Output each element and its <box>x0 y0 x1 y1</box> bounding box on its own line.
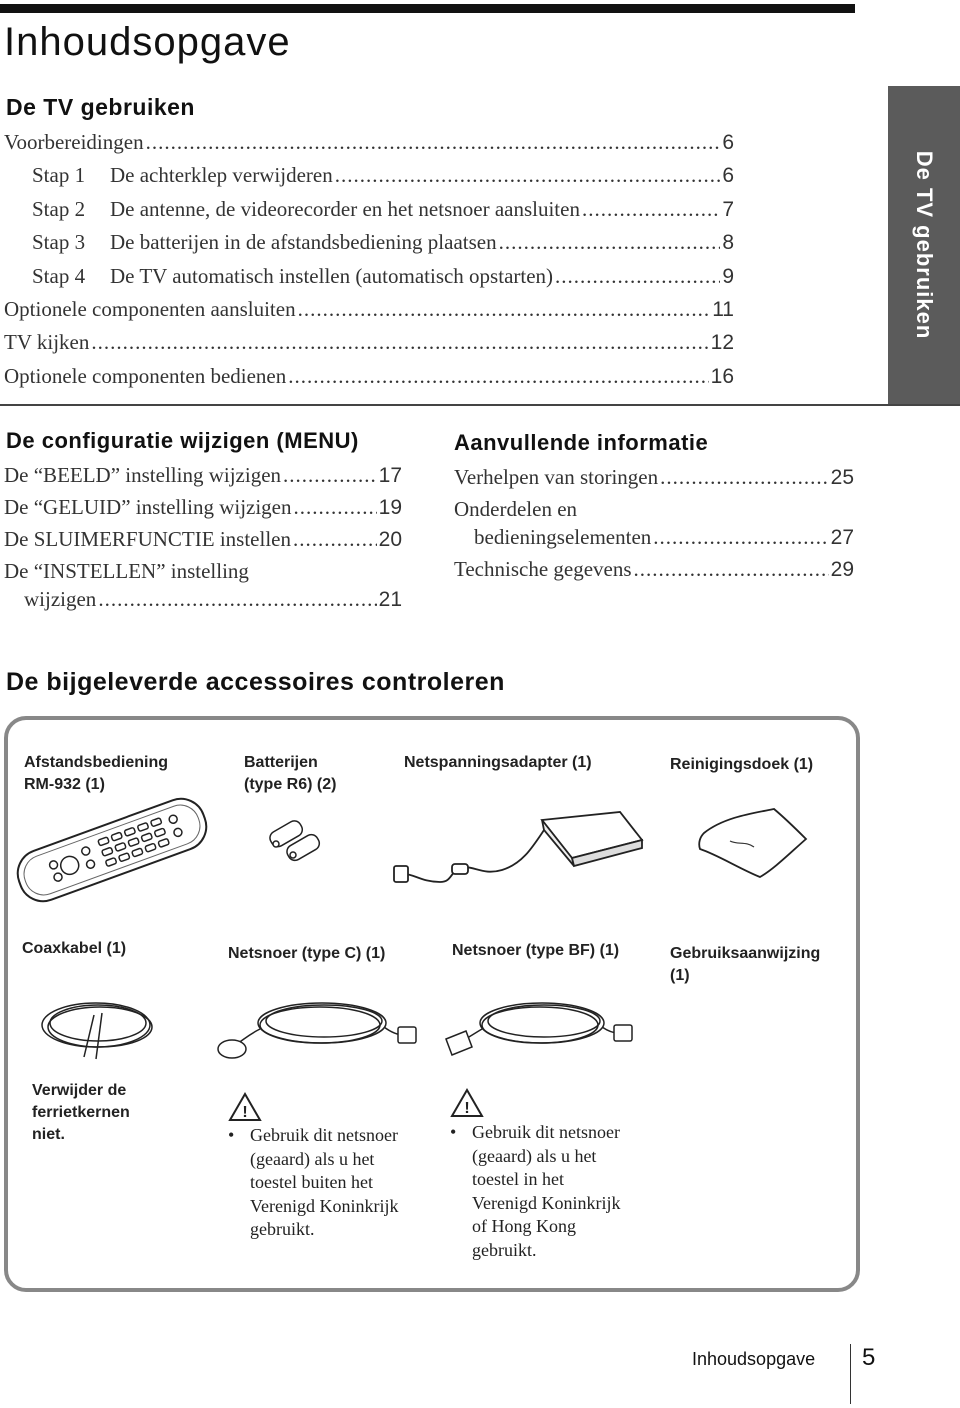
label-cord-bf: Netsnoer (type BF) (1) <box>452 942 620 959</box>
label-remote: Afstandsbediening RM-932 (1) <box>24 754 169 793</box>
svg-text:!: ! <box>464 1100 470 1117</box>
power-cord-c-image <box>212 995 422 1065</box>
label-adapter: Netspanningsadapter (1) <box>404 754 592 771</box>
remote-control-image <box>12 780 222 910</box>
toc-entry[interactable]: Stap 2 De antenne, de videorecorder en het netsnoer aansluiten ..... 7 <box>32 197 734 222</box>
toc-entry[interactable]: Technische gegevens ..... 29 <box>454 557 854 582</box>
toc-entry[interactable]: bedieningselementen ..... 27 <box>474 525 854 550</box>
top-rule <box>0 4 855 13</box>
section-title-extra: Aanvullende informatie <box>454 430 709 455</box>
toc-entry[interactable]: Stap 1 De achterklep verwijderen ..... 6 <box>32 163 734 188</box>
side-rule <box>0 404 960 406</box>
warning-icon <box>450 1088 484 1118</box>
coax-cable-image <box>36 995 166 1065</box>
toc-entry[interactable]: Verhelpen van storingen ..... 25 <box>454 465 854 490</box>
side-tab: De TV gebruiken <box>888 86 960 404</box>
note-cord-bf: • Gebruik dit netsnoer (geaard) als u het toestel in het Verenigd Koninkrijk of Hong Kong gebruikt. <box>450 1122 621 1260</box>
page-number: 5 <box>862 1344 876 1371</box>
toc-entry[interactable]: Stap 4 De TV automatisch instellen (automatisch opstarten) ..... 9 <box>32 264 734 289</box>
power-cord-bf-image <box>438 995 638 1065</box>
toc-entry[interactable]: De “BEELD” instelling wijzigen ..... 17 <box>4 463 402 488</box>
toc-entry[interactable]: TV kijken ..... 12 <box>4 330 734 355</box>
section-title-menu: De configuratie wijzigen (MENU) <box>6 428 359 453</box>
toc-entry[interactable]: wijzigen ..... 21 <box>24 587 402 612</box>
toc-entry: Onderdelen en <box>454 497 578 521</box>
label-coax: Coaxkabel (1) <box>22 940 127 957</box>
label-cloth: Reinigingsdoek (1) <box>670 756 814 773</box>
footer-label: Inhoudsopgave <box>692 1349 816 1369</box>
adapter-image <box>392 790 652 900</box>
section-title-tv: De TV gebruiken <box>6 94 195 120</box>
toc-entry[interactable]: De “GELUID” instelling wijzigen ..... 19 <box>4 495 402 520</box>
batteries-image <box>268 815 338 870</box>
toc-entry[interactable]: Optionele componenten bedienen ..... 16 <box>4 364 734 389</box>
warning-icon <box>228 1092 262 1122</box>
label-manual: Gebruiksaanwijzing (1) <box>670 945 821 984</box>
section-title-accessories: De bijgeleverde accessoires controleren <box>6 668 505 696</box>
page-title: Inhoudsopgave <box>4 20 291 64</box>
label-batteries: Batterijen (type R6) (2) <box>244 754 337 793</box>
note-cord-c: • Gebruik dit netsnoer (geaard) als u het toestel buiten het Verenigd Koninkrijk gebruikt. <box>228 1125 399 1239</box>
svg-text:!: ! <box>242 1104 248 1121</box>
toc-entry[interactable]: Optionele componenten aansluiten ..... 11 <box>4 297 734 322</box>
toc-entry[interactable]: Stap 3 De batterijen in de afstandsbediening plaatsen ..... 8 <box>32 230 734 255</box>
ferrite-note: Verwijder de ferrietkernen niet. <box>32 1082 130 1143</box>
footer-separator <box>850 1344 851 1404</box>
toc-entry: De “INSTELLEN” instelling <box>4 559 249 583</box>
toc-entry[interactable]: De SLUIMERFUNCTIE instellen ..... 20 <box>4 527 402 552</box>
cloth-image <box>694 805 814 885</box>
label-cord-c: Netsnoer (type C) (1) <box>228 945 386 962</box>
toc-entry[interactable]: Voorbereidingen ..... 6 <box>4 130 734 155</box>
